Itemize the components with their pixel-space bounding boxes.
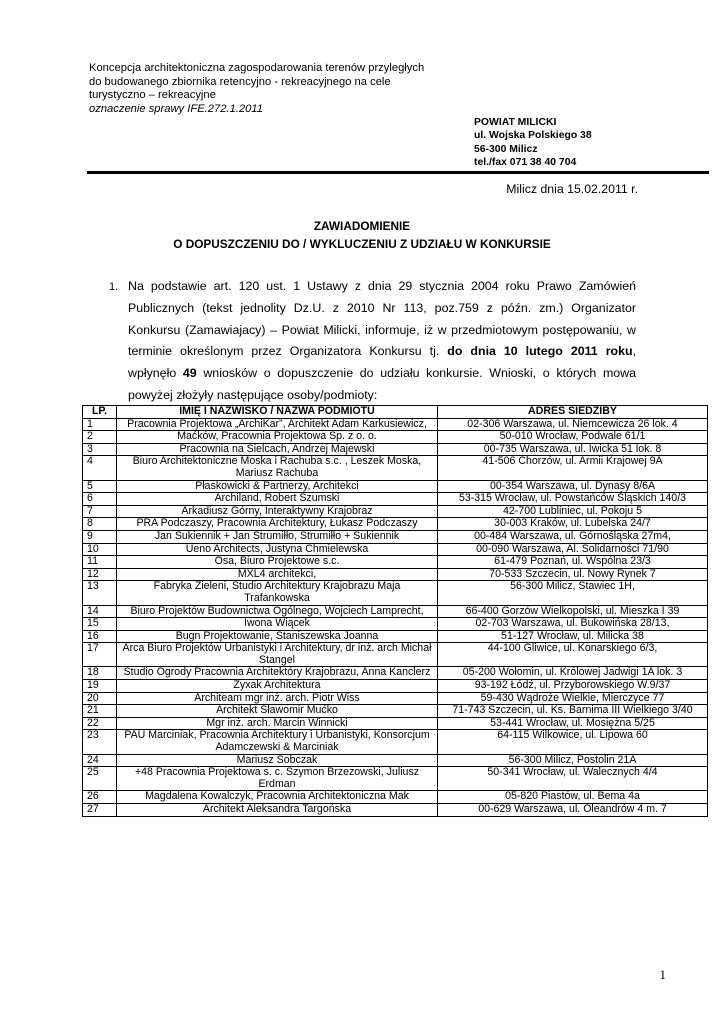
table-row (83, 618, 708, 631)
applicant-name: Architeam mgr inż. arch. Piotr Wiss (117, 692, 438, 705)
row-number: 15 (83, 618, 117, 631)
applicant-address: 56-300 Milicz, Stawiec 1H, (438, 581, 708, 605)
column-header-name: IMIĘ I NAZWISKO / NAZWA PODMIOTU (117, 406, 438, 419)
row-number: 5 (83, 480, 117, 493)
deadline-date: do dnia 10 lutego 2011 roku (447, 344, 633, 359)
table-row (83, 568, 708, 581)
table-row (83, 443, 708, 456)
applicant-address: 30-003 Kraków, ul. Lubelska 24/7 (438, 518, 708, 531)
applicant-name: Ueno Architects, Justyna Chmielewska (117, 543, 438, 556)
applicant-name: Płaskowicki & Partnerzy, Architekci (117, 480, 438, 493)
table-row (83, 680, 708, 693)
applicant-name: Magdalena Kowalczyk, Pracownia Architektoniczna Mak (117, 791, 438, 804)
document-subtitle: O DOPUSZCZENIU DO / WYKLUCZENIU Z UDZIAŁU W KONKURSIE (173, 237, 551, 251)
table-row (83, 643, 708, 667)
applicant-address: 44-100 Gliwice, ul. Konarskiego 6/3, (438, 643, 708, 667)
applicant-address: 02-703 Warszawa, ul. Bukowińska 28/13, (438, 618, 708, 631)
applicant-name: Architekt Sławomir Mućko (117, 705, 438, 718)
row-number: 8 (83, 518, 117, 531)
table-row (83, 556, 708, 569)
table-header-row (83, 406, 708, 419)
applicant-address: 42-700 Lubliniec, ul. Pokoju 5 (438, 505, 708, 518)
applicant-name: Archiland, Robert Szumski (117, 493, 438, 506)
row-number: 27 (83, 804, 117, 817)
row-number: 11 (83, 556, 117, 569)
table-row (83, 581, 708, 605)
table-row (83, 730, 708, 754)
applicant-address: 05-200 Wołomin, ul. Królowej Jadwigi 1A lok. 3 (438, 667, 708, 680)
row-number: 1 (83, 418, 117, 431)
row-number: 26 (83, 791, 117, 804)
header-divider (87, 171, 709, 174)
table-row (83, 505, 708, 518)
applicant-address: 05-820 Piastów, ul. Bema 4a (438, 791, 708, 804)
organizer-phone: tel./fax 071 38 40 704 (474, 157, 577, 169)
applicant-name: Mariusz Sobczak (117, 754, 438, 767)
applicant-name: PRA Podczaszy, Pracownia Architektury, Łukasz Podczaszy (117, 518, 438, 531)
applicant-name: Osa, Biuro Projektowe s.c. (117, 556, 438, 569)
table-body (83, 418, 708, 816)
application-count: 49 (182, 366, 197, 381)
applicant-name: Mgr inż. arch. Marcin Winnicki (117, 717, 438, 730)
applicant-address: 56-300 Milicz, Postolin 21A (438, 754, 708, 767)
table-row (83, 705, 708, 718)
applicant-name: Fabryka Zieleni, Studio Architektury Krajobrazu Maja Trafankowska (117, 581, 438, 605)
table-row (83, 767, 708, 791)
notice-paragraph (128, 276, 636, 407)
row-number: 14 (83, 605, 117, 618)
date-line: Milicz dnia 15.02.2011 r. (506, 182, 638, 196)
applicant-address: 51-127 Wrocław, ul. Milicka 38 (438, 630, 708, 643)
header-line: Koncepcja architektoniczna zagospodarowania terenów przyległych (89, 62, 425, 74)
applicant-name: Bugn Projektowanie, Staniszewska Joanna (117, 630, 438, 643)
applicant-name: Architekt Aleksandra Targońska (117, 804, 438, 817)
applicant-address: 71-743 Szczecin, ul. Ks. Barnima III Wielkiego 3/40 (438, 705, 708, 718)
applicant-address: 02-306 Warszawa, ul. Niemcewicza 26 lok. 4 (438, 418, 708, 431)
row-number: 25 (83, 767, 117, 791)
table-row (83, 630, 708, 643)
applicant-name: Iwona Wiącek (117, 618, 438, 631)
table-row (83, 754, 708, 767)
applicant-address: 66-400 Gorzów Wielkopolski, ul. Mieszka I 39 (438, 605, 708, 618)
header-line: turystyczno – rekreacyjne (89, 89, 216, 102)
table-row (83, 456, 708, 480)
column-header-lp: LP. (83, 406, 117, 419)
row-number: 6 (83, 493, 117, 506)
applicant-address: 53-315 Wrocław, ul. Powstańców Śląskich 140/3 (438, 493, 708, 506)
row-number: 7 (83, 505, 117, 518)
organizer-name: POWIAT MILICKI (474, 117, 557, 128)
applicant-address: 00-484 Warszawa, ul. Górnośląska 27m4, (438, 530, 708, 543)
table-row (83, 480, 708, 493)
paragraph-text: wniosków o dopuszczenie do udziału konkursie. Wnioski, o których mowa powyżej złożyły następujące osoby/podmioty: (128, 366, 637, 402)
applicant-name: PAU Marciniak, Pracownia Architektury i Urbanistyki, Konsorcjum Adamczewski & Marciniak (117, 730, 438, 754)
applicant-address: 00-629 Warszawa, ul. Oleandrów 4 m. 7 (438, 804, 708, 817)
applicant-name: Arca Biuro Projektów Urbanistyki i Architektury, dr inż. arch Michał Stangel (117, 643, 438, 667)
applicant-name: Zyxak Architektura (117, 680, 438, 693)
row-number: 24 (83, 754, 117, 767)
applicant-address: 70-533 Szczecin, ul. Nowy Rynek 7 (438, 568, 708, 581)
organizer-street: ul. Wojska Polskiego 38 (474, 130, 592, 142)
row-number: 18 (83, 667, 117, 680)
table-row (83, 804, 708, 817)
table-row (83, 530, 708, 543)
page-number: 1 (659, 967, 666, 982)
applicant-name: Arkadiusz Górny, Interaktywny Krajobraz (117, 505, 438, 518)
table-row (83, 543, 708, 556)
table-row (83, 667, 708, 680)
case-reference: oznaczenie sprawy IFE.272.1.2011 (89, 102, 263, 115)
applicants-table (82, 405, 708, 817)
applicant-address: 53-441 Wrocław, ul. Mosiężna 5/25 (438, 717, 708, 730)
row-number: 19 (83, 680, 117, 693)
applicant-name: Studio Ogrody Pracownia Architektóry Krajobrazu, Anna Kanclerz (117, 667, 438, 680)
row-number: 9 (83, 530, 117, 543)
row-number: 20 (83, 692, 117, 705)
table-row (83, 791, 708, 804)
column-header-address: ADRES SIEDZIBY (438, 406, 708, 419)
table-row (83, 418, 708, 431)
applicant-address: 50-010 Wrocław, Podwale 61/1 (438, 431, 708, 444)
applicant-address: 59-430 Wądroże Wielkie, Mierczyce 77 (438, 692, 708, 705)
applicant-address: 00-354 Warszawa, ul. Dynasy 8/6A (438, 480, 708, 493)
row-number: 17 (83, 643, 117, 667)
applicant-name: MXL4 architekci, (117, 568, 438, 581)
paragraph-number: 1. (109, 281, 119, 293)
row-number: 23 (83, 730, 117, 754)
row-number: 2 (83, 431, 117, 444)
table-row (83, 692, 708, 705)
header-line: do budowanego zbiornika retencyjno - rekreacyjnego na cele (89, 75, 391, 88)
row-number: 4 (83, 456, 117, 480)
paragraph-text: Na podstawie art. 120 ust. 1 Ustawy z dnia 29 stycznia 2004 roku Prawo Zamówień Publicznych (tekst jednolity Dz.U. z 2010 Nr 113, poz.759 z późn. zm.) Organizator Konkursu (Zamawiajacy) – Powiat Milicki, informuje, iż w przedmiotowym postępowaniu, w terminie określonym przez Organizatora Konkursu tj. (128, 279, 636, 359)
applicant-address: 00-735 Warszawa, ul. Iwicka 51 lok. 8 (438, 443, 708, 456)
applicant-name: Jan Sukiennik + Jan Strumiłło, Strumiłło + Sukiennik (117, 530, 438, 543)
row-number: 22 (83, 717, 117, 730)
row-number: 10 (83, 543, 117, 556)
applicant-address: 00-090 Warszawa, Al. Solidarności 71/90 (438, 543, 708, 556)
row-number: 21 (83, 705, 117, 718)
row-number: 12 (83, 568, 117, 581)
applicant-address: 61-479 Poznań, ul. Wspólna 23/3 (438, 556, 708, 569)
table-row (83, 518, 708, 531)
applicant-name: Pracownia na Sielcach, Andrzej Majewski (117, 443, 438, 456)
address-block (474, 116, 592, 170)
table-row (83, 717, 708, 730)
row-number: 13 (83, 581, 117, 605)
applicant-address: 50-341 Wrocław, ul. Walecznych 4/4 (438, 767, 708, 791)
applicant-name: +48 Pracownia Projektowa s. c. Szymon Brzezowski, Juliusz Erdman (117, 767, 438, 791)
applicant-name: Biuro Architektoniczne Moska i Rachuba s.c. , Leszek Moska, Mariusz Rachuba (117, 456, 438, 480)
applicant-address: 64-115 Wilkowice, ul. Lipowa 60 (438, 730, 708, 754)
paragraph-text: , wpłynęło (128, 344, 636, 381)
applicant-name: Biuro Projektów Budownictwa Ogólnego, Wojciech Lamprecht, (117, 605, 438, 618)
applicant-address: 93-192 Łódź, ul. Przyborowskiego W.9/37 (438, 680, 708, 693)
document-header (89, 62, 469, 116)
document-title: ZAWIADOMIENIE (313, 219, 411, 233)
table-row (83, 431, 708, 444)
row-number: 16 (83, 630, 117, 643)
applicant-name: Maćków, Pracownia Projektowa Sp. z o. o. (117, 431, 438, 444)
applicant-name: Pracownia Projektowa „ArchiKar”, Architekt Adam Karkusiewicz, (117, 418, 438, 431)
applicant-address: 41-506 Chorzów, ul. Armii Krajowej 9A (438, 456, 708, 480)
organizer-city: 56-300 Milicz (474, 143, 538, 155)
row-number: 3 (83, 443, 117, 456)
table-row (83, 493, 708, 506)
table-row (83, 605, 708, 618)
